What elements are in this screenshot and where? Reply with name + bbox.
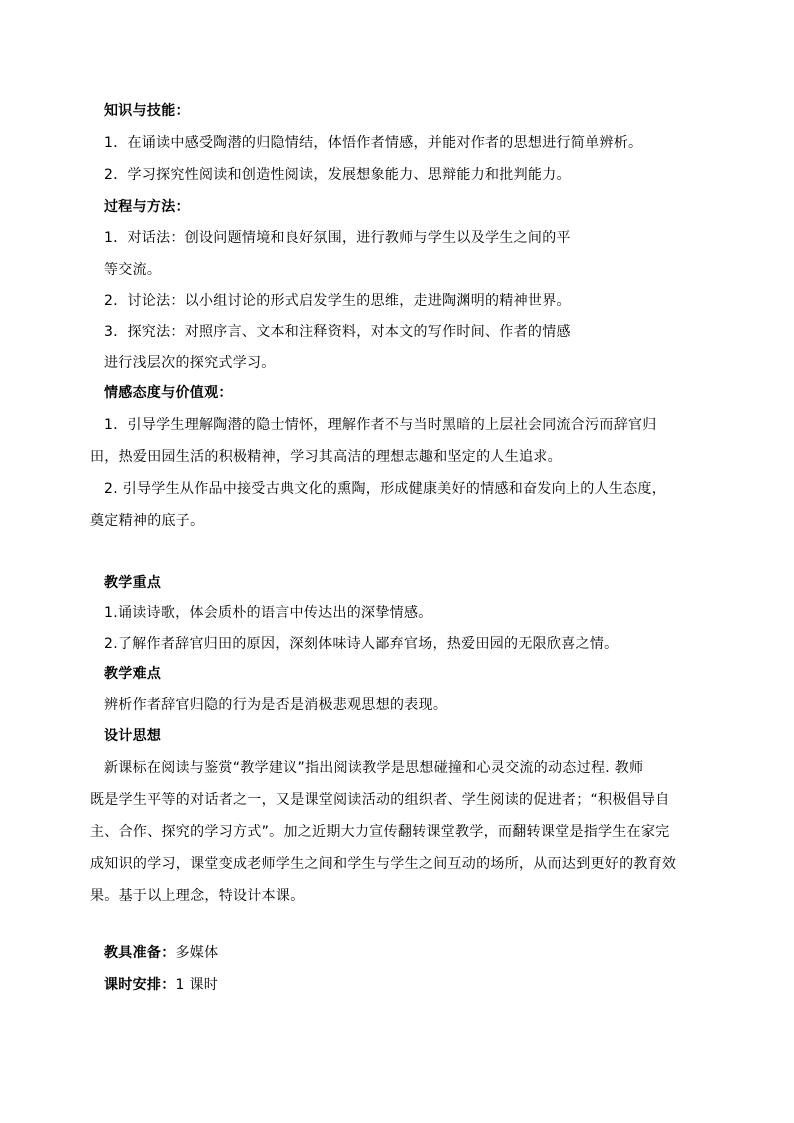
emotion-item-continuation: 奠定精神的底子。	[90, 513, 205, 529]
design-paragraph-line: 成知识的学习，课堂变成老师学生之间和学生与学生之间互动的场所，从而达到更好的教育效	[90, 856, 677, 872]
process-item: 2．讨论法：以小组讨论的形式启发学生的思维，走进陶渊明的精神世界。	[104, 293, 571, 309]
emotion-heading: 情感态度与价值观：	[104, 385, 233, 401]
tools-line	[104, 945, 218, 961]
schedule-label: 课时安排：	[104, 977, 176, 993]
key-points-heading: 教学重点	[104, 575, 162, 591]
key-point-item: 2.了解作者辞官归田的原因，深刻体味诗人鄙弃官场，热爱田园的无限欣喜之情。	[104, 636, 619, 652]
emotion-item: 1．引导学生理解陶潜的隐士情怀，理解作者不与当时黑暗的上层社会同流合污而辞官归	[104, 417, 657, 433]
tools-value: 多媒体	[175, 945, 219, 961]
process-item: 1．对话法：创设问题情境和良好氛围，进行教师与学生以及学生之间的平	[104, 230, 571, 246]
design-paragraph-line: 主、合作、探究的学习方式”。加之近期大力宣传翻转课堂教学，而翻转课堂是指学生在家完	[90, 824, 670, 840]
design-paragraph-line: 果。基于以上理念，特设计本课。	[90, 888, 305, 904]
emotion-item: 2. 引导学生从作品中接受古典文化的熏陶，形成健康美好的情感和奋发向上的人生态度，	[104, 481, 667, 497]
schedule-value: 1 课时	[175, 977, 219, 993]
difficulty-text: 辨析作者辞官归隐的行为是否是消极悲观思想的表现。	[104, 697, 448, 713]
process-item: 3．探究法：对照序言、文本和注释资料，对本文的写作时间、作者的情感	[104, 324, 571, 340]
knowledge-heading: 知识与技能：	[104, 103, 190, 119]
tools-label: 教具准备：	[104, 945, 176, 961]
process-item-continuation: 等交流。	[104, 262, 162, 278]
difficulty-heading: 教学难点	[104, 666, 162, 682]
design-paragraph-line: 新课标在阅读与鉴赏“教学建议”指出阅读教学是思想碰撞和心灵交流的动态过程. 教师	[104, 760, 644, 776]
key-point-item: 1.诵读诗歌，体会质朴的语言中传达出的深挚情感。	[104, 605, 433, 621]
schedule-line	[104, 977, 218, 993]
design-paragraph-line: 既是学生平等的对话者之一，又是课堂阅读活动的组织者、学生阅读的促进者；“积极倡导自	[90, 792, 670, 808]
emotion-item-continuation: 田，热爱田园生活的积极精神，学习其高洁的理想志趣和坚定的人生追求。	[90, 449, 562, 465]
knowledge-item: 2．学习探究性阅读和创造性阅读，发展想象能力、思辩能力和批判能力。	[104, 167, 571, 183]
process-heading: 过程与方法：	[104, 199, 190, 215]
design-heading: 设计思想	[104, 728, 162, 744]
knowledge-item: 1．在诵读中感受陶潜的归隐情结，体悟作者情感，并能对作者的思想进行简单辨析。	[104, 135, 643, 151]
process-item-continuation: 进行浅层次的探究式学习。	[104, 355, 276, 371]
